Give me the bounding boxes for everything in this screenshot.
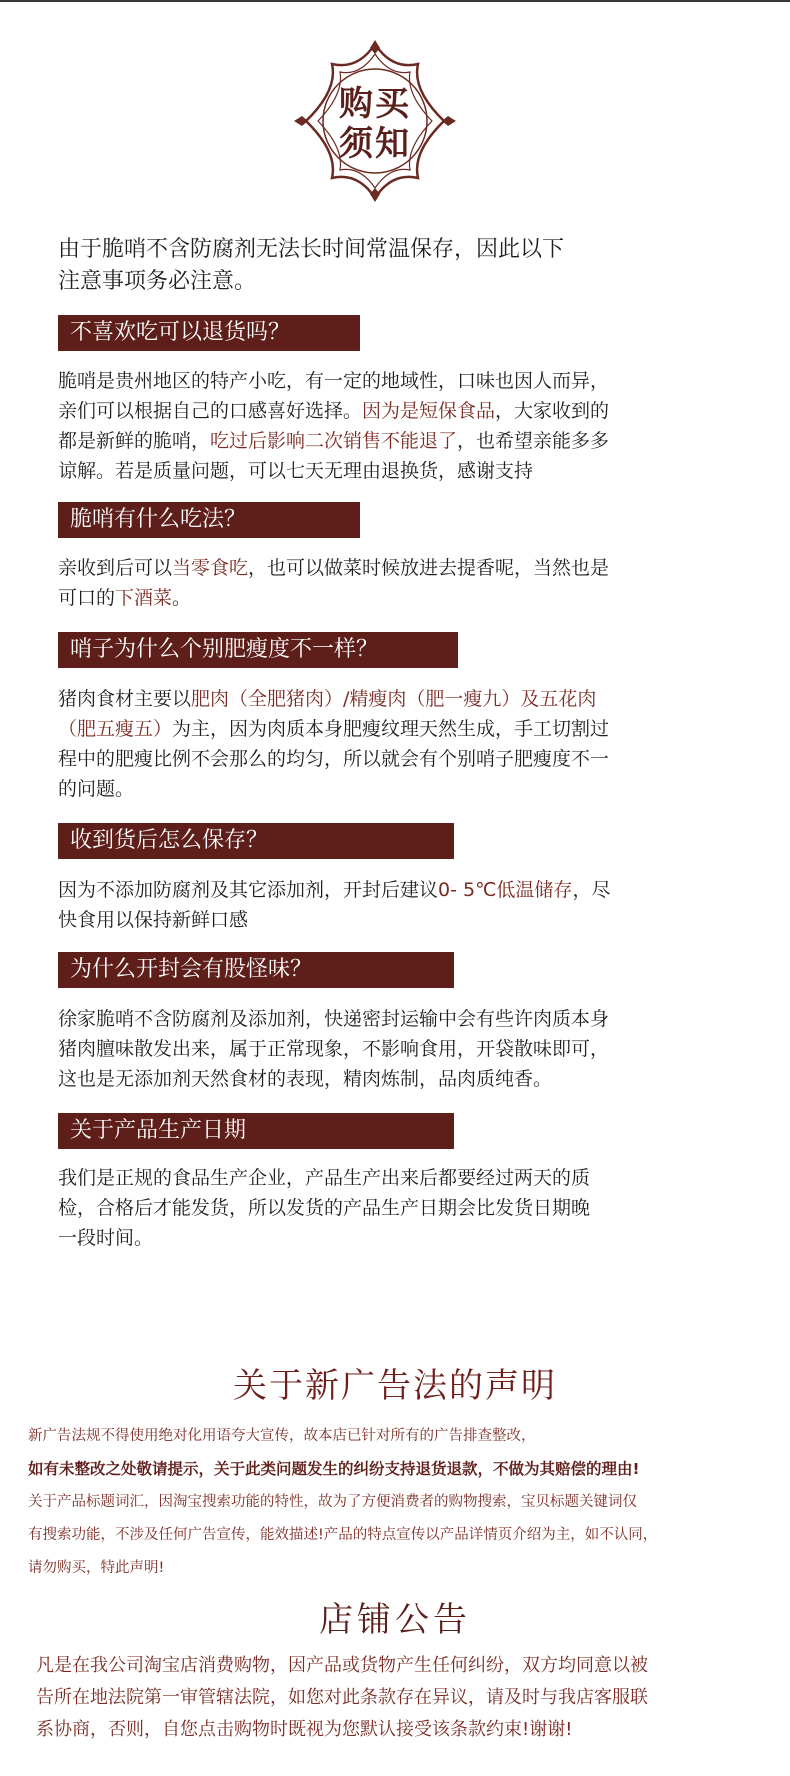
emblem-line-2: 须知 [339,124,411,164]
body-line [58,456,736,486]
body-text: 。 [172,587,192,609]
body-text: 检，合格后才能发货，所以发货的产品生产日期会比发货日期晚 [58,1197,591,1219]
body-text: 徐家脆哨不含防腐剂及添加剂，快递密封运输中会有些许肉质本身 [58,1008,610,1030]
body-line [58,396,736,426]
body-text: ，也希望亲能多多 [457,430,610,452]
section-storage-title: 收到货后怎么保存？ [58,823,454,859]
shop-notice-body [36,1650,760,1746]
ad-statement-line-4: 有搜索功能，不涉及任何广告宣传，能效描述!产品的特点宣传以产品详情页介绍为主，如不认同， [28,1527,658,1543]
body-text: 一段时间。 [58,1227,154,1249]
body-line [58,1163,736,1193]
section-return-body [58,366,736,486]
body-line [58,1064,736,1094]
body-line [58,714,736,744]
section-eating-body [58,553,736,613]
body-text: 这也是无添加剂天然食材的表现，精肉炼制，品肉质纯香。 [58,1068,553,1090]
section-odor-body [58,1004,736,1094]
body-line [58,875,736,905]
body-line [58,774,736,804]
highlight-text: （肥五瘦五） [58,718,173,740]
body-line [58,426,736,456]
intro-line-2: 注意事项务必注意。 [58,269,257,294]
body-text: 都是新鲜的脆哨， [58,430,211,452]
purchase-notice-emblem [294,40,456,202]
section-production-date-title: 关于产品生产日期 [58,1113,454,1149]
ad-statement-line-5: 请勿购买，特此声明! [28,1560,165,1576]
ad-statement-line-1: 新广告法规不得使用绝对化用语夸大宣传，故本店已针对所有的广告排查整改， [28,1428,536,1444]
body-line [58,553,736,583]
highlight-text: 吃过后影响二次销售不能退了 [210,430,458,452]
body-text: 脆哨是贵州地区的特产小吃，有一定的地域性，口味也因人而异， [58,370,610,392]
body-text: ，尽 [572,879,611,901]
body-text: 亲收到后可以 [58,557,173,579]
body-line [58,366,736,396]
highlight-text: 因为是短保食品 [362,400,496,422]
shop-notice-line-3: 系协商，否则，自您点击购物时既视为您默认接受该条款约束!谢谢! [36,1719,573,1740]
emblem-line-1: 购买 [339,84,411,124]
body-text: 猪肉食材主要以 [58,688,192,710]
highlight-text: 下酒菜 [115,587,173,609]
shop-notice-title: 店铺公告 [319,1600,471,1640]
section-storage-body [58,875,736,935]
section-eating-title: 脆哨有什么吃法？ [58,502,360,538]
ad-statement-line-3: 关于产品标题词汇，因淘宝搜索功能的特性，故为了方便消费者的购物搜索，宝贝标题关键词仅 [28,1494,637,1510]
body-text: 因为不添加防腐剂及其它添加剂，开封后建议 [58,879,439,901]
body-line [58,905,736,935]
body-text: 可口的 [58,587,116,609]
body-line [58,583,736,613]
body-text: 为主，因为肉质本身肥瘦纹理天然生成，手工切割过 [172,718,610,740]
emblem-title [294,84,456,164]
ad-statement-title: 关于新广告法的声明 [233,1366,557,1406]
body-text: 亲们可以根据自己的口感喜好选择。 [58,400,363,422]
section-return-title: 不喜欢吃可以退货吗？ [58,315,360,351]
section-production-date-body [58,1163,736,1253]
body-line [58,744,736,774]
shop-notice-line-2: 告所在地法院第一审管辖法院，如您对此条款存在异议，请及时与我店客服联 [36,1687,648,1708]
highlight-text: 当零食吃 [172,557,249,579]
body-text: 猪肉膻味散发出来，属于正常现象，不影响食用，开袋散味即可， [58,1038,610,1060]
body-text: 我们是正规的食品生产企业，产品生产出来后都要经过两天的质 [58,1167,591,1189]
body-text: 快食用以保持新鲜口感 [58,909,249,931]
highlight-text: 肥肉（全肥猪肉）/精瘦肉（肥一瘦九）及五花肉 [191,688,597,710]
body-text: 的问题。 [58,778,135,800]
body-line [58,684,736,714]
body-text: ，大家收到的 [495,400,610,422]
intro-line-1: 由于脆哨不含防腐剂无法长时间常温保存，因此以下 [58,237,565,262]
body-line [58,1004,736,1034]
body-line [58,1034,736,1064]
body-text: ，也可以做菜时候放进去提香呢，当然也是 [248,557,610,579]
body-text: 谅解。若是质量问题，可以七天无理由退换货，感谢支持 [58,460,534,482]
section-fat-lean-title: 哨子为什么个别肥瘦度不一样？ [58,632,458,668]
section-fat-lean-body [58,684,736,804]
body-line [58,1193,736,1223]
shop-notice-line-1: 凡是在我公司淘宝店消费购物，因产品或货物产生任何纠纷，双方均同意以被 [36,1655,648,1676]
section-odor-title: 为什么开封会有股怪味？ [58,952,454,988]
intro-text [58,234,738,298]
top-divider [0,0,790,2]
body-text: 程中的肥瘦比例不会那么的均匀，所以就会有个别哨子肥瘦度不一 [58,748,610,770]
ad-statement-line-2: 如有未整改之处敬请提示，关于此类问题发生的纠纷支持退货退款，不做为其赔偿的理由! [28,1460,640,1478]
body-line [58,1223,736,1253]
highlight-text: 0- 5℃低温储存 [438,879,573,901]
